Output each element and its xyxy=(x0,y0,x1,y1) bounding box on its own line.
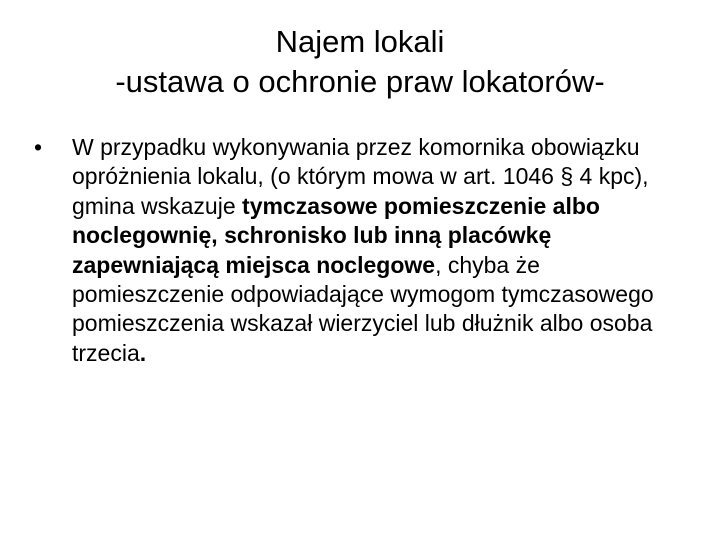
bullet-text-part1: W przypadku wykonywania przez komornika obowiązku opróżnienia lokalu, (o którym mowa w art. 1046 § 4 kpc), gmina wskazuje xyxy=(72,134,649,219)
title-line-1: Najem lokali xyxy=(275,24,445,59)
title-line-2: -ustawa o ochronie praw lokatorów- xyxy=(115,64,605,99)
bullet-icon: • xyxy=(34,134,43,160)
bullet-text-bold: tymczasowe pomieszczenie albo noclegownię, schronisko lub inną placówkę zapewniającą miejsca noclegowe xyxy=(72,192,600,278)
bullet-text-part3: , chyba że pomieszczenie odpowiadające wymogom tymczasowego pomieszczenia wskazał wierzyciel lub dłużnik albo osoba trzecia xyxy=(72,251,654,366)
slide-title xyxy=(0,22,720,102)
bullet-text-end: . xyxy=(139,339,147,366)
slide-body xyxy=(34,133,674,368)
bullet-item xyxy=(34,133,674,368)
